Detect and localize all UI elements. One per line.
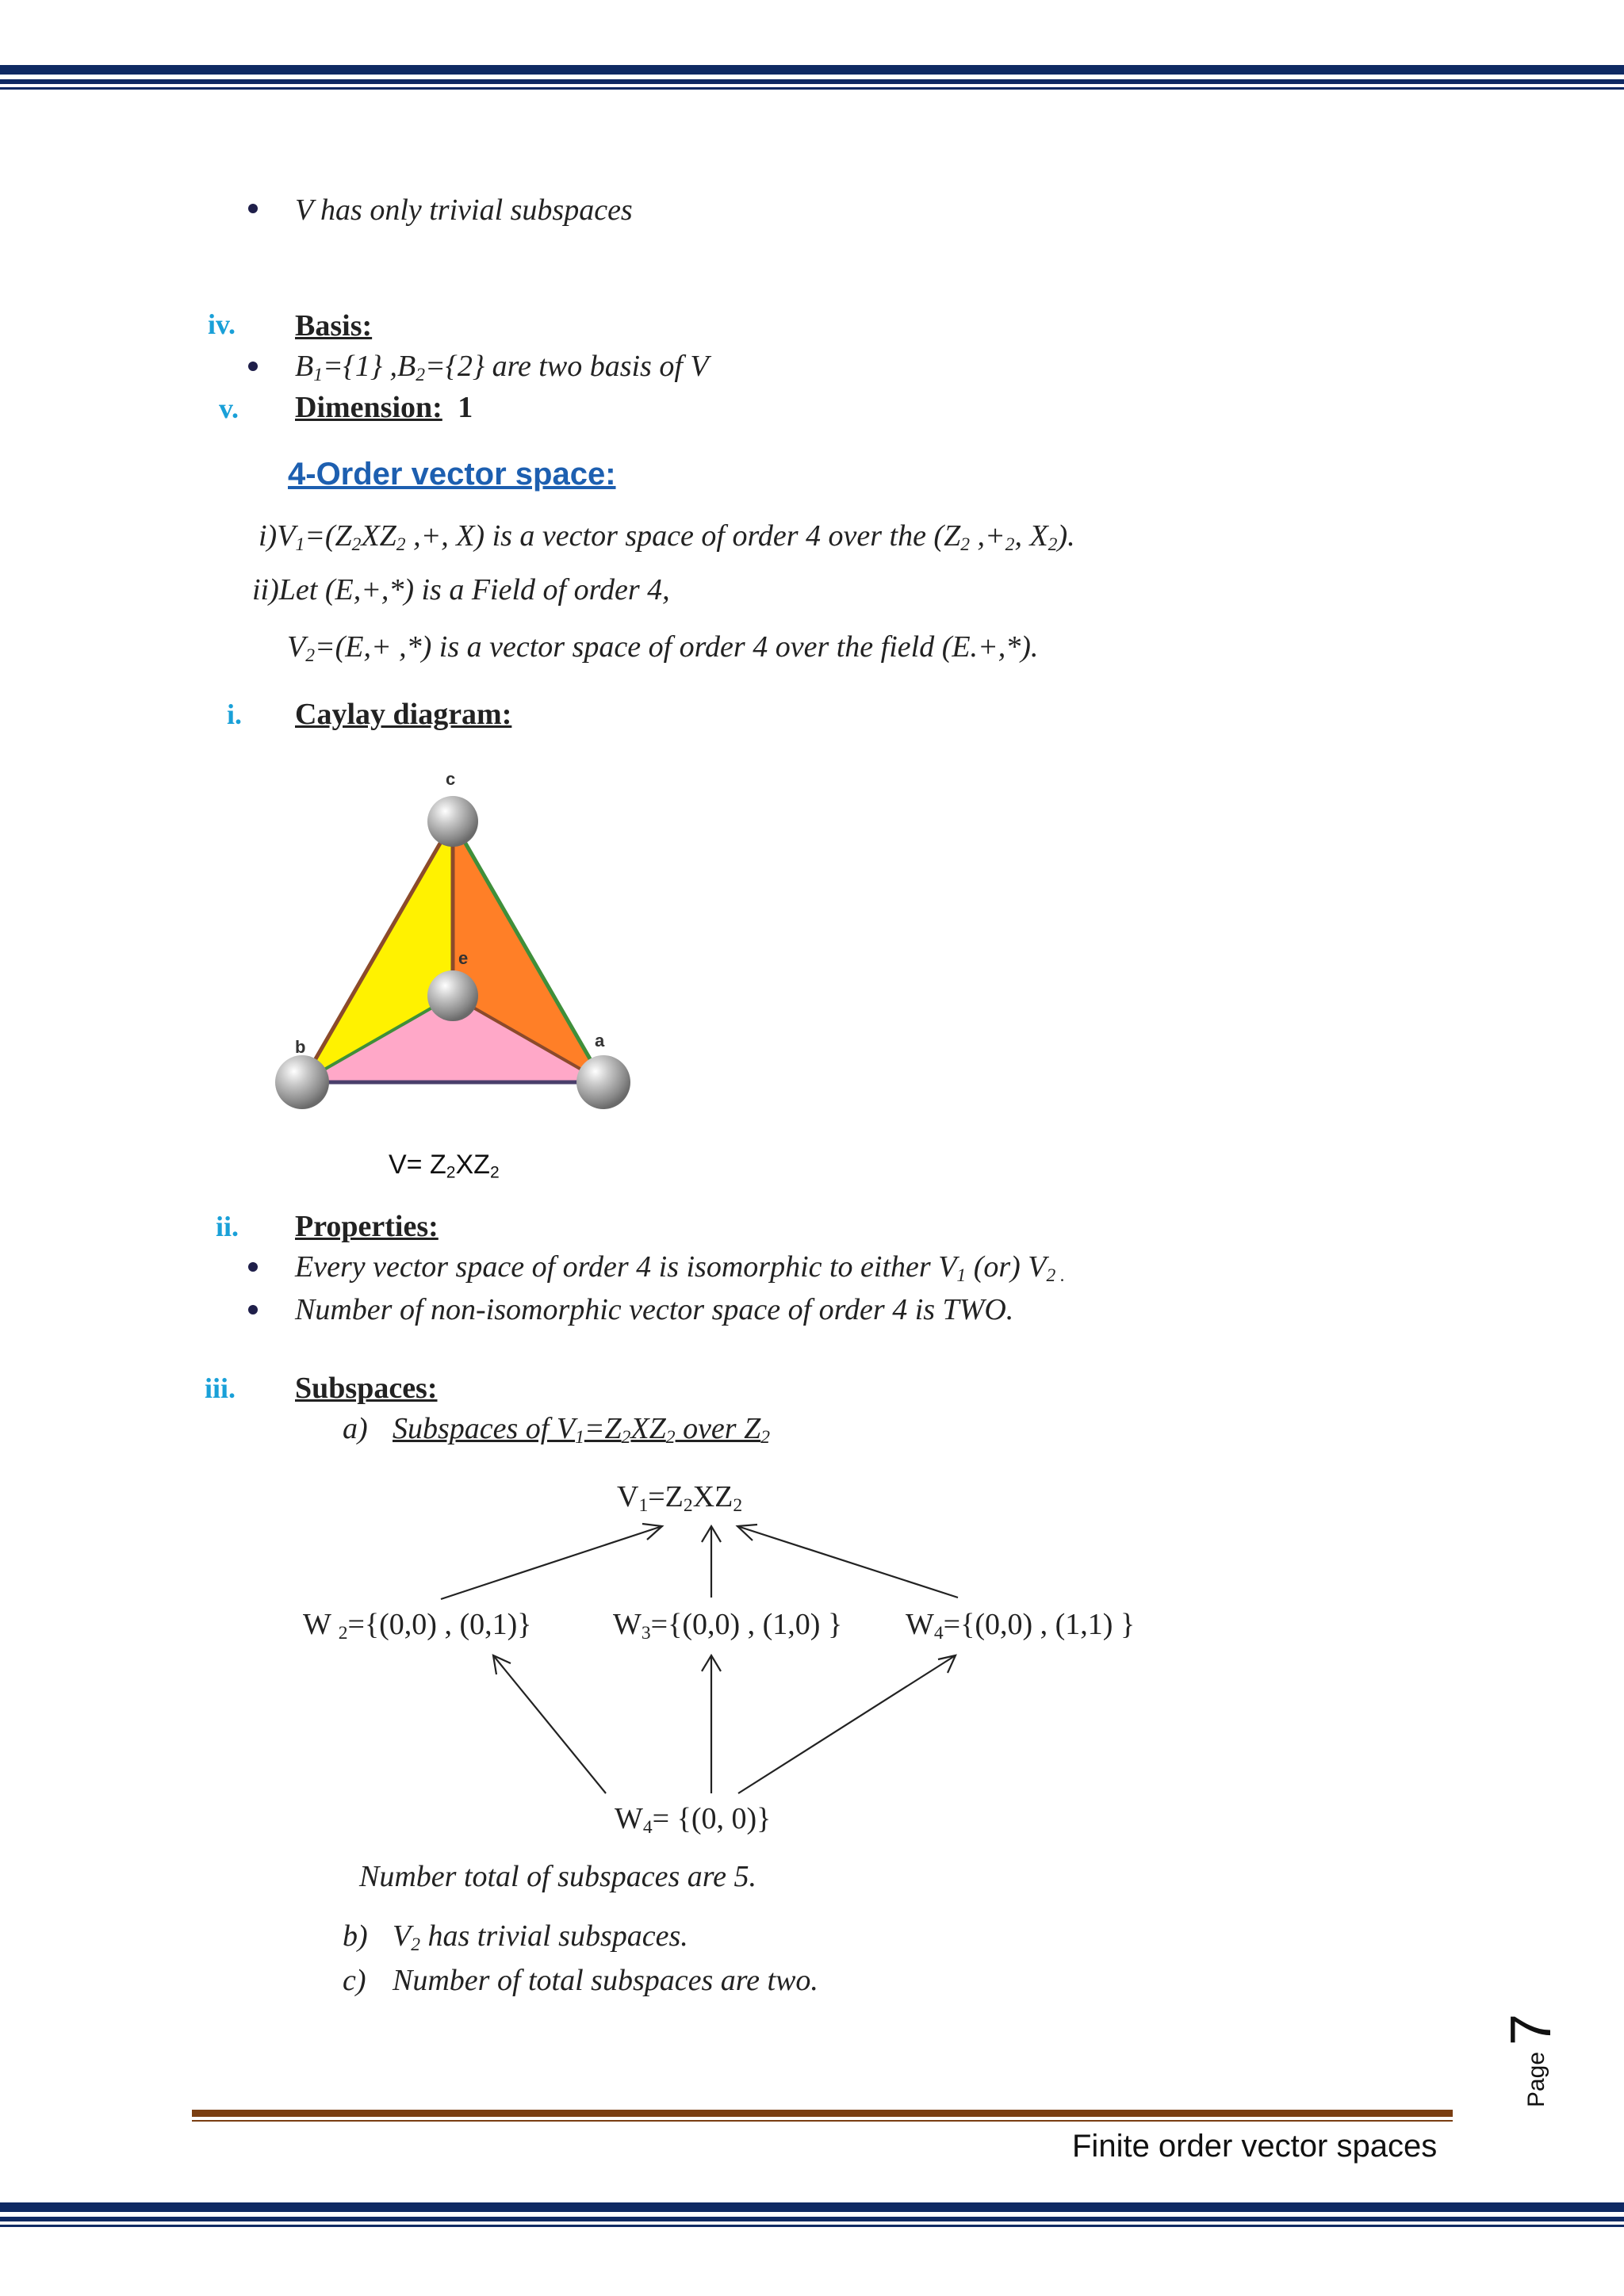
section-number-ii: ii. (216, 1211, 239, 1242)
lattice-top: $V_1=Z_2XZ_2$ (617, 1480, 743, 1516)
section-number-v: v. (219, 392, 239, 424)
footer-rule-thin (192, 2120, 1453, 2122)
footer-title: Finite order vector spaces (1072, 2129, 1438, 2164)
property-item-1: Every vector space of order 4 is isomorphic to either $V_1$ (or) $V_{2 .}$ (295, 1250, 1066, 1286)
section-number-iii: iii. (205, 1372, 236, 1404)
basis-label: Basis: (295, 309, 373, 342)
page-label: Page (1523, 2051, 1550, 2108)
page-number-block (1500, 2004, 1574, 2108)
definition-line-2: ii)Let (E,+,*) is a Field of order 4, (252, 573, 670, 607)
subspaces-label: Subspaces: (295, 1372, 438, 1405)
subspace-a-marker: a) (343, 1412, 368, 1445)
dimension-value: 1 (458, 391, 473, 424)
vertex-label-a: a (595, 1031, 605, 1050)
subspace-c-text: Number of total subspaces are two. (393, 1964, 818, 1997)
lattice-w2: W $_2$={(0,0) , (0,1)} (303, 1608, 532, 1644)
section-number-i: i. (227, 698, 243, 730)
dimension-label: Dimension: (295, 391, 442, 424)
properties-label: Properties: (295, 1210, 439, 1243)
subspace-b-text: $V_2$ has trivial subspaces. (393, 1919, 688, 1955)
footer-bar-bottom (0, 2225, 1624, 2227)
lattice-bottom: $W_4= \{(0$, 0)} (615, 1802, 772, 1838)
lattice-w3: $W_3=\{(0,0)$ , (1,0) } (613, 1608, 843, 1644)
section-number-iv: iv. (208, 308, 236, 340)
vertex-label-b: b (295, 1037, 306, 1057)
vertex-label-c: c (446, 769, 456, 789)
subspace-a-text: Subspaces of $V_1=Z_2XZ_2$ over $Z_2$ (393, 1412, 770, 1448)
caylay-label: Caylay diagram: (295, 698, 512, 731)
footer-bar-thick (0, 2202, 1624, 2212)
definition-line-3: $V_2=(E,+$ ,*) is a vector space of order 4 over the field (E.+,*). (287, 630, 1039, 666)
footer-bar-thin (0, 2217, 1624, 2221)
trivial-subspaces-text: V has only trivial subspaces (295, 193, 633, 227)
section-heading: 4-Order vector space: (288, 457, 616, 492)
subspace-total: Number total of subspaces are 5. (359, 1860, 757, 1893)
vertex-label-e: e (458, 948, 469, 968)
lattice-w4: $W_4=\{(0,0)$ , (1,1) } (906, 1608, 1136, 1644)
subspace-c-marker: c) (343, 1964, 366, 1997)
property-item-2: Number of non-isomorphic vector space of order 4 is TWO. (295, 1293, 1014, 1326)
definition-line-1: $i)V_1=(Z_2XZ_2$ ,+, X) is a vector space of order 4 over the ($Z_2$ $,+_2$, $X_2$). (259, 519, 1075, 555)
page-number: 7 (1500, 2013, 1564, 2046)
footer-rule-thick (192, 2110, 1453, 2117)
subspace-b-marker: b) (343, 1919, 368, 1953)
caylay-caption: $V= Z_2XZ_2$ (389, 1150, 500, 1182)
basis-item: $B_1=\{1\}$ $,B_2=\{2\}$ are two basis of V (295, 350, 709, 385)
